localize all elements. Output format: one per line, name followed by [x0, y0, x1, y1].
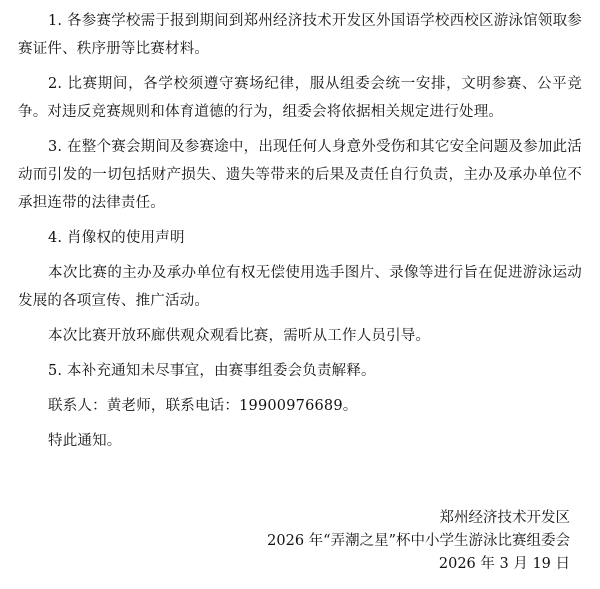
signature-org: 郑州经济技术开发区 [439, 510, 570, 526]
paragraph-item-2: 2. 比赛期间，各学校须遵守赛场纪律，服从组委会统一安排，文明参赛、公平竞争。对违反竞赛规则和体育道德的行为，组委会将依据相关规定进行处理。 [18, 76, 582, 120]
signature-block [267, 507, 570, 576]
closing-line: 特此通知。 [48, 433, 122, 449]
notice-document [0, 7, 600, 589]
contact-info: 联系人：黄老师，联系电话：19900976689。 [48, 398, 358, 414]
paragraph-item-1: 1. 各参赛学校需于报到期间到郑州经济技术开发区外国语学校西校区游泳馆领取参赛证件、秩序册等比赛材料。 [18, 13, 582, 57]
portrait-rights-statement: 本次比赛的主办及承办单位有权无偿使用选手图片、录像等进行旨在促进游泳运动发展的各项宣传、推广活动。 [18, 265, 582, 309]
spectator-notice: 本次比赛开放环廊供观众观看比赛，需听从工作人员引导。 [48, 328, 431, 344]
paragraph-item-3: 3. 在整个赛会期间及参赛途中，出现任何人身意外受伤和其它安全问题及参加此活动而引发的一切包括财产损失、遗失等带来的后果及责任自行负责，主办及承办单位不承担连带的法律责任。 [18, 139, 582, 211]
signature-date: 2026 年 3 月 19 日 [438, 556, 570, 572]
signature-committee: 2026 年“弄潮之星”杯中小学生游泳比赛组委会 [267, 533, 570, 549]
paragraph-item-5: 5. 本补充通知未尽事宜，由赛事组委会负责解释。 [48, 363, 376, 379]
paragraph-item-4-heading: 4. 肖像权的使用声明 [48, 230, 185, 246]
